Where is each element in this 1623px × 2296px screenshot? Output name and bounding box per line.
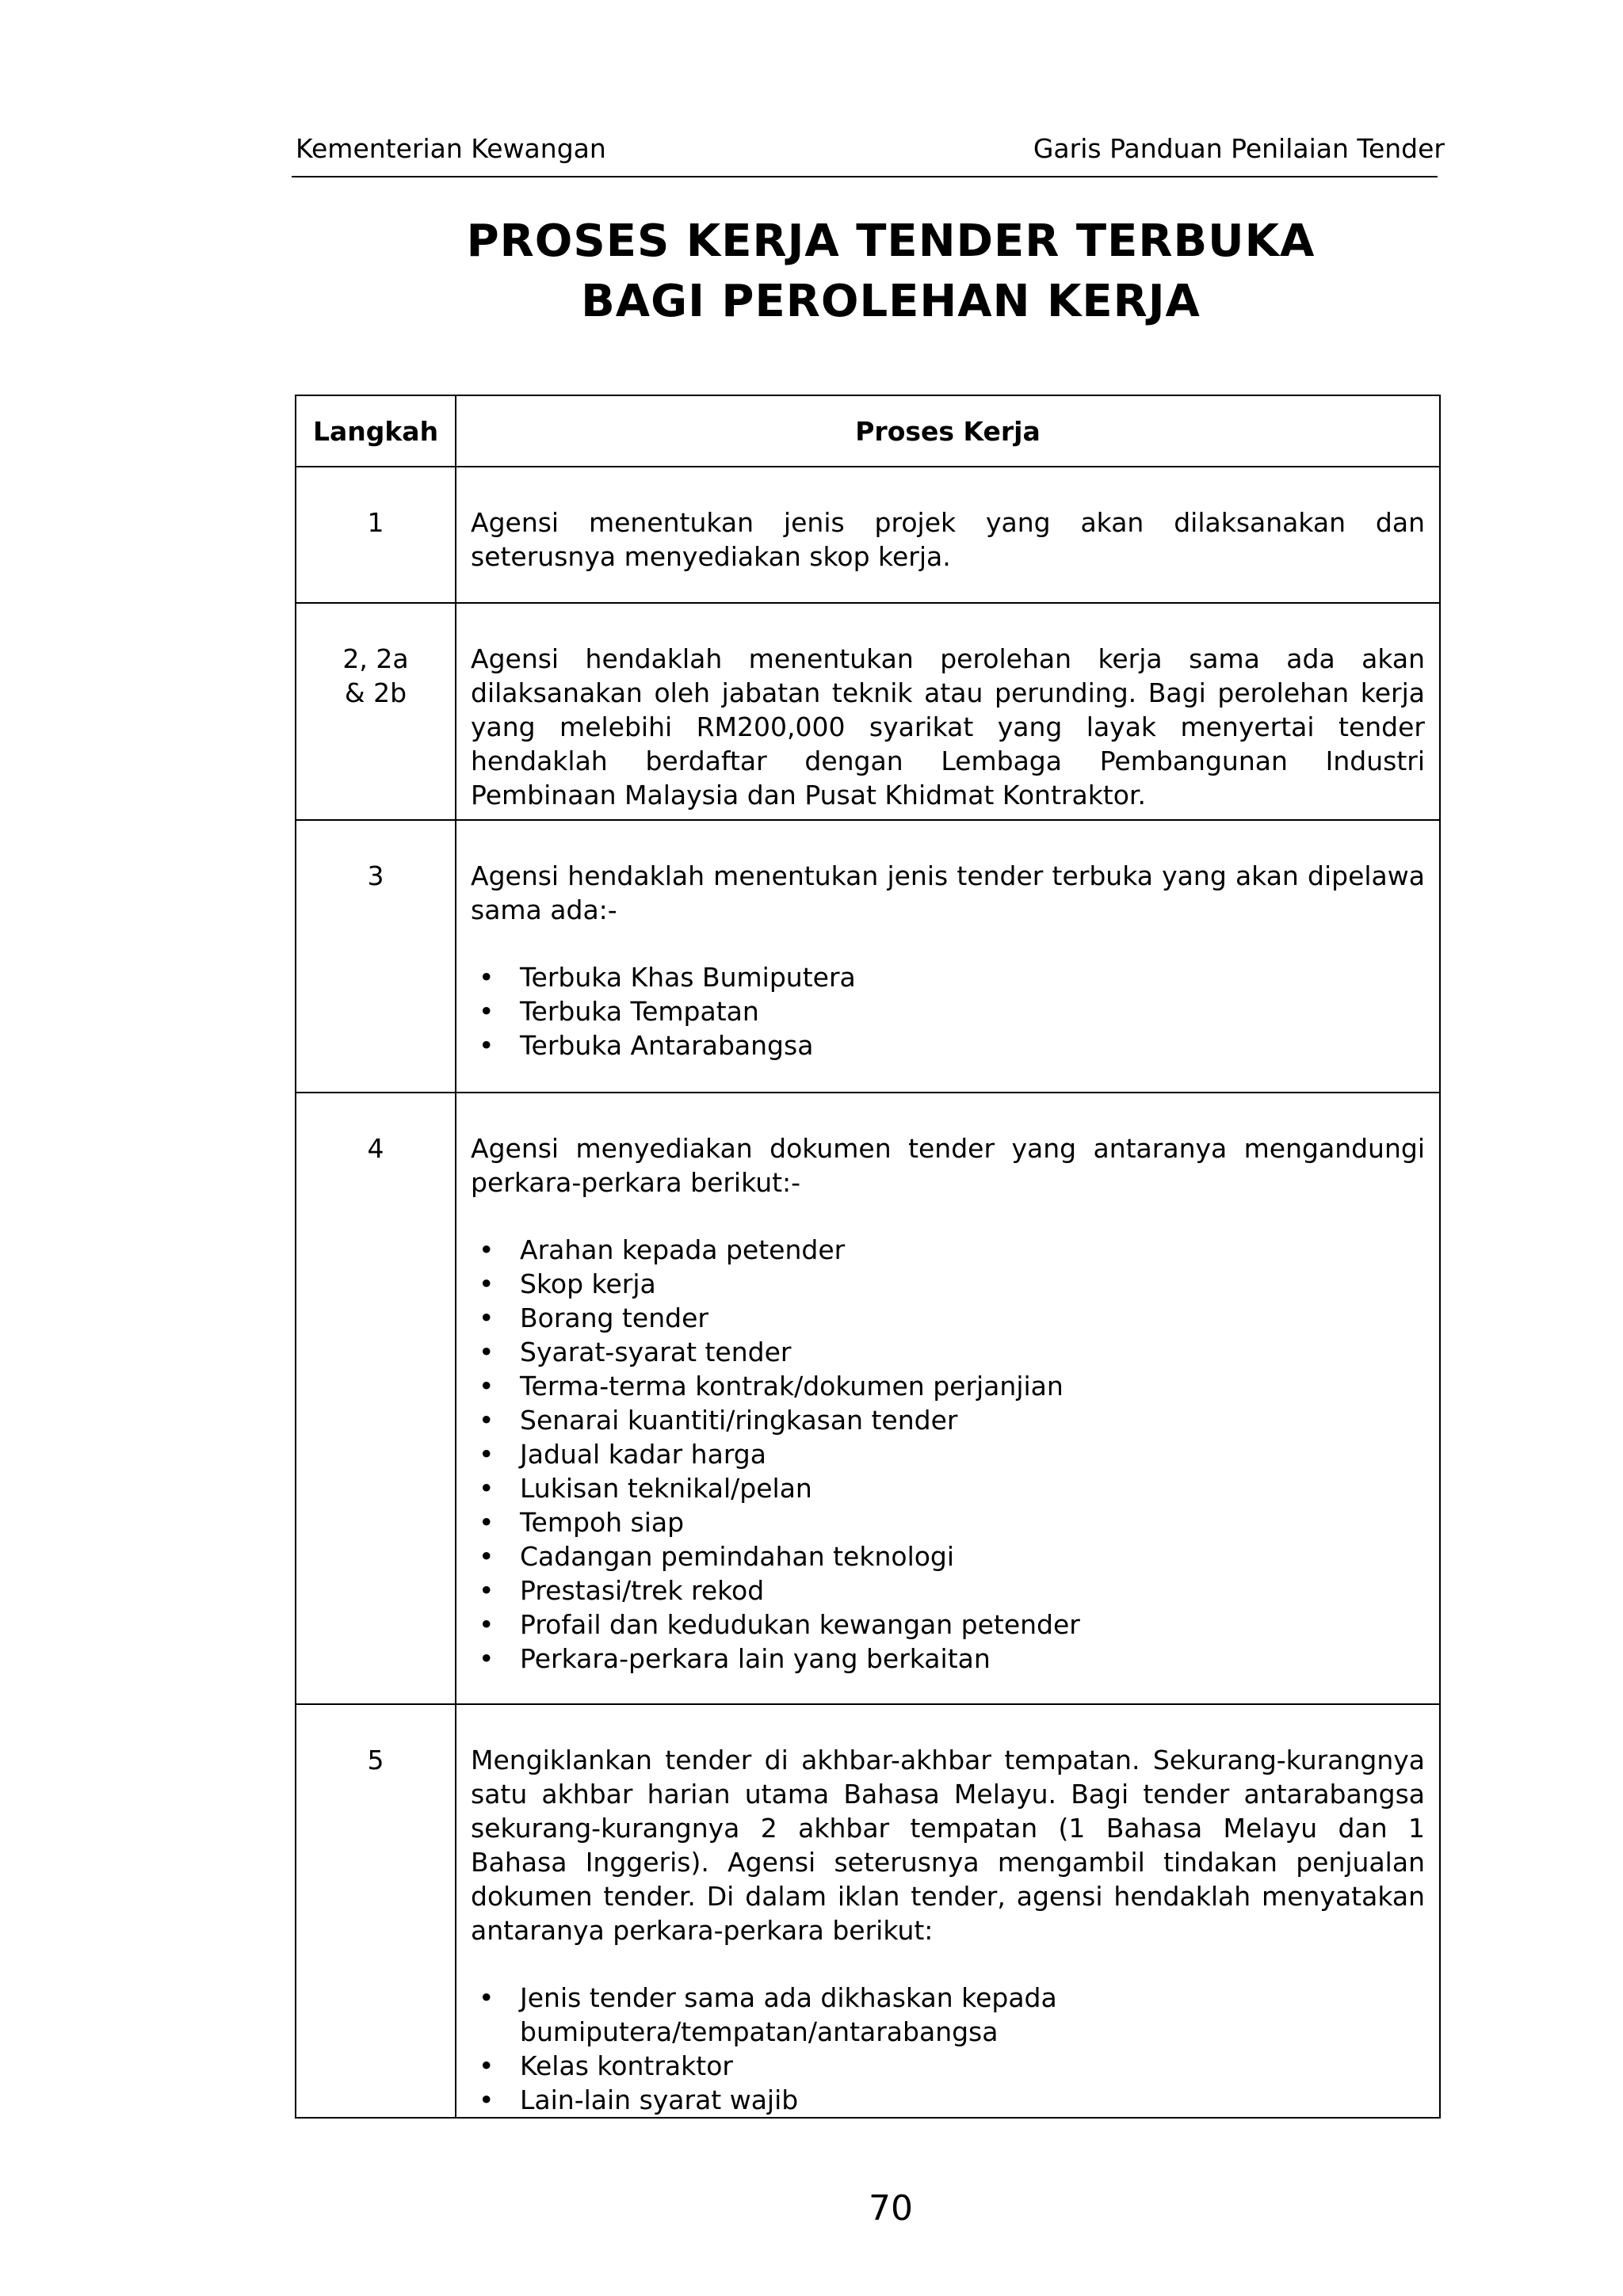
list-item-text: Terbuka Antarabangsa — [520, 1030, 814, 1061]
list-item-text: Lukisan teknikal/pelan — [520, 1473, 812, 1504]
header-left: Kementerian Kewangan — [296, 133, 606, 164]
bullet-icon: • — [479, 1541, 495, 1572]
list-item-text: Terbuka Tempatan — [520, 996, 759, 1027]
table-row — [296, 467, 1440, 603]
step-number: 4 — [296, 1093, 456, 1704]
bullet-icon: • — [479, 1405, 495, 1436]
list-item — [471, 1403, 1425, 1437]
bullet-icon: • — [479, 1439, 495, 1470]
list-item — [471, 1505, 1425, 1539]
process-text: Agensi menyediakan dokumen tender yang antaranya mengandungi perkara-perkara berikut:- — [471, 1133, 1425, 1198]
process-text: Agensi menentukan jenis projek yang akan dilaksanakan dan seterusnya menyediakan skop kerja. — [456, 467, 1440, 603]
list-item-text: Senarai kuantiti/ringkasan tender — [520, 1405, 958, 1436]
process-text: Agensi hendaklah menentukan perolehan kerja sama ada akan dilaksanakan oleh jabatan teknik atau perunding. Bagi perolehan kerja yang melebihi RM200,000 syarikat yang layak menyertai tender hendaklah berdaftar dengan Lembaga Pembangunan Industri Pembinaan Malaysia dan Pusat Khidmat Kontraktor. — [456, 603, 1440, 820]
bullet-icon: • — [479, 1337, 495, 1367]
bullet-icon: • — [479, 1371, 495, 1402]
bullet-icon: • — [479, 1234, 495, 1265]
step-number: 5 — [296, 1704, 456, 2118]
list-item-text: Perkara-perkara lain yang berkaitan — [520, 1643, 991, 1674]
column-header-process: Proses Kerja — [456, 395, 1440, 467]
bullet-icon: • — [479, 1030, 495, 1061]
list-item — [471, 1301, 1425, 1335]
bullet-list — [471, 960, 1425, 1062]
list-item — [471, 1981, 1425, 2049]
bullet-icon: • — [479, 1643, 495, 1674]
bullet-icon: • — [479, 996, 495, 1027]
list-item — [471, 1335, 1425, 1369]
list-item — [471, 1573, 1425, 1608]
bullet-icon: • — [479, 1575, 495, 1606]
bullet-icon: • — [479, 2084, 495, 2115]
process-text: Agensi hendaklah menentukan jenis tender terbuka yang akan dipelawa sama ada:- — [471, 860, 1425, 925]
list-item-text: Terma-terma kontrak/dokumen perjanjian — [520, 1371, 1064, 1402]
list-item-text: Cadangan pemindahan teknologi — [520, 1541, 955, 1572]
bullet-icon: • — [479, 1609, 495, 1640]
table-row — [296, 820, 1440, 1093]
page-title-line2: BAGI PEROLEHAN KERJA — [581, 276, 1201, 327]
process-cell — [456, 820, 1440, 1093]
list-item-text: Jenis tender sama ada dikhaskan kepada bumiputera/tempatan/antarabangsa — [520, 1982, 1057, 2047]
list-item — [471, 960, 1425, 994]
step-number: 1 — [296, 467, 456, 603]
bullet-icon: • — [479, 1302, 495, 1333]
table-row — [296, 1704, 1440, 2118]
list-item-text: Lain-lain syarat wajib — [520, 2084, 799, 2115]
list-item-text: Skop kerja — [520, 1268, 656, 1299]
list-item-text: Kelas kontraktor — [520, 2050, 733, 2081]
bullet-icon: • — [479, 2050, 495, 2081]
header-rule — [292, 176, 1438, 177]
list-item — [471, 1233, 1425, 1267]
bullet-icon: • — [479, 962, 495, 993]
bullet-icon: • — [479, 1507, 495, 1538]
table-header-row — [296, 395, 1440, 467]
page-title-line1: PROSES KERJA TENDER TERBUKA — [466, 215, 1316, 267]
bullet-list — [471, 1981, 1425, 2117]
list-item-text: Borang tender — [520, 1302, 708, 1333]
column-header-step: Langkah — [296, 395, 456, 467]
list-item — [471, 1539, 1425, 1573]
list-item — [471, 1437, 1425, 1471]
header-right: Garis Panduan Penilaian Tender — [1033, 133, 1445, 164]
list-item-text: Tempoh siap — [520, 1507, 685, 1538]
bullet-icon: • — [479, 1473, 495, 1504]
list-item-text: Prestasi/trek rekod — [520, 1575, 765, 1606]
bullet-icon: • — [479, 1268, 495, 1299]
list-item — [471, 2049, 1425, 2083]
list-item — [471, 1608, 1425, 1642]
process-table — [295, 395, 1441, 2119]
process-cell — [456, 1093, 1440, 1704]
list-item-text: Terbuka Khas Bumiputera — [520, 962, 856, 993]
step-number: 3 — [296, 820, 456, 1093]
table-row — [296, 603, 1440, 820]
list-item-text: Jadual kadar harga — [520, 1439, 766, 1470]
process-text: Mengiklankan tender di akhbar-akhbar tempatan. Sekurang-kurangnya satu akhbar harian utama Bahasa Melayu. Bagi tender antarabangsa sekurang-kurangnya 2 akhbar tempatan (1 Bahasa Melayu dan 1 Bahasa Inggeris). Agensi seterusnya mengambil tindakan penjualan dokumen tender. Di dalam iklan tender, agensi hendaklah menyatakan antaranya perkara-perkara berikut: — [471, 1745, 1425, 1946]
list-item — [471, 994, 1425, 1028]
bullet-list — [471, 1233, 1425, 1676]
list-item — [471, 2083, 1425, 2117]
list-item — [471, 1369, 1425, 1403]
list-item — [471, 1471, 1425, 1505]
list-item — [471, 1028, 1425, 1062]
table-row — [296, 1093, 1440, 1704]
list-item — [471, 1267, 1425, 1301]
list-item-text: Arahan kepada petender — [520, 1234, 846, 1265]
process-cell — [456, 1704, 1440, 2118]
list-item — [471, 1642, 1425, 1676]
bullet-icon: • — [479, 1982, 495, 2013]
list-item-text: Syarat-syarat tender — [520, 1337, 792, 1367]
step-number: 2, 2a & 2b — [296, 603, 456, 820]
page-number: 70 — [869, 2188, 913, 2229]
list-item-text: Profail dan kedudukan kewangan petender — [520, 1609, 1080, 1640]
